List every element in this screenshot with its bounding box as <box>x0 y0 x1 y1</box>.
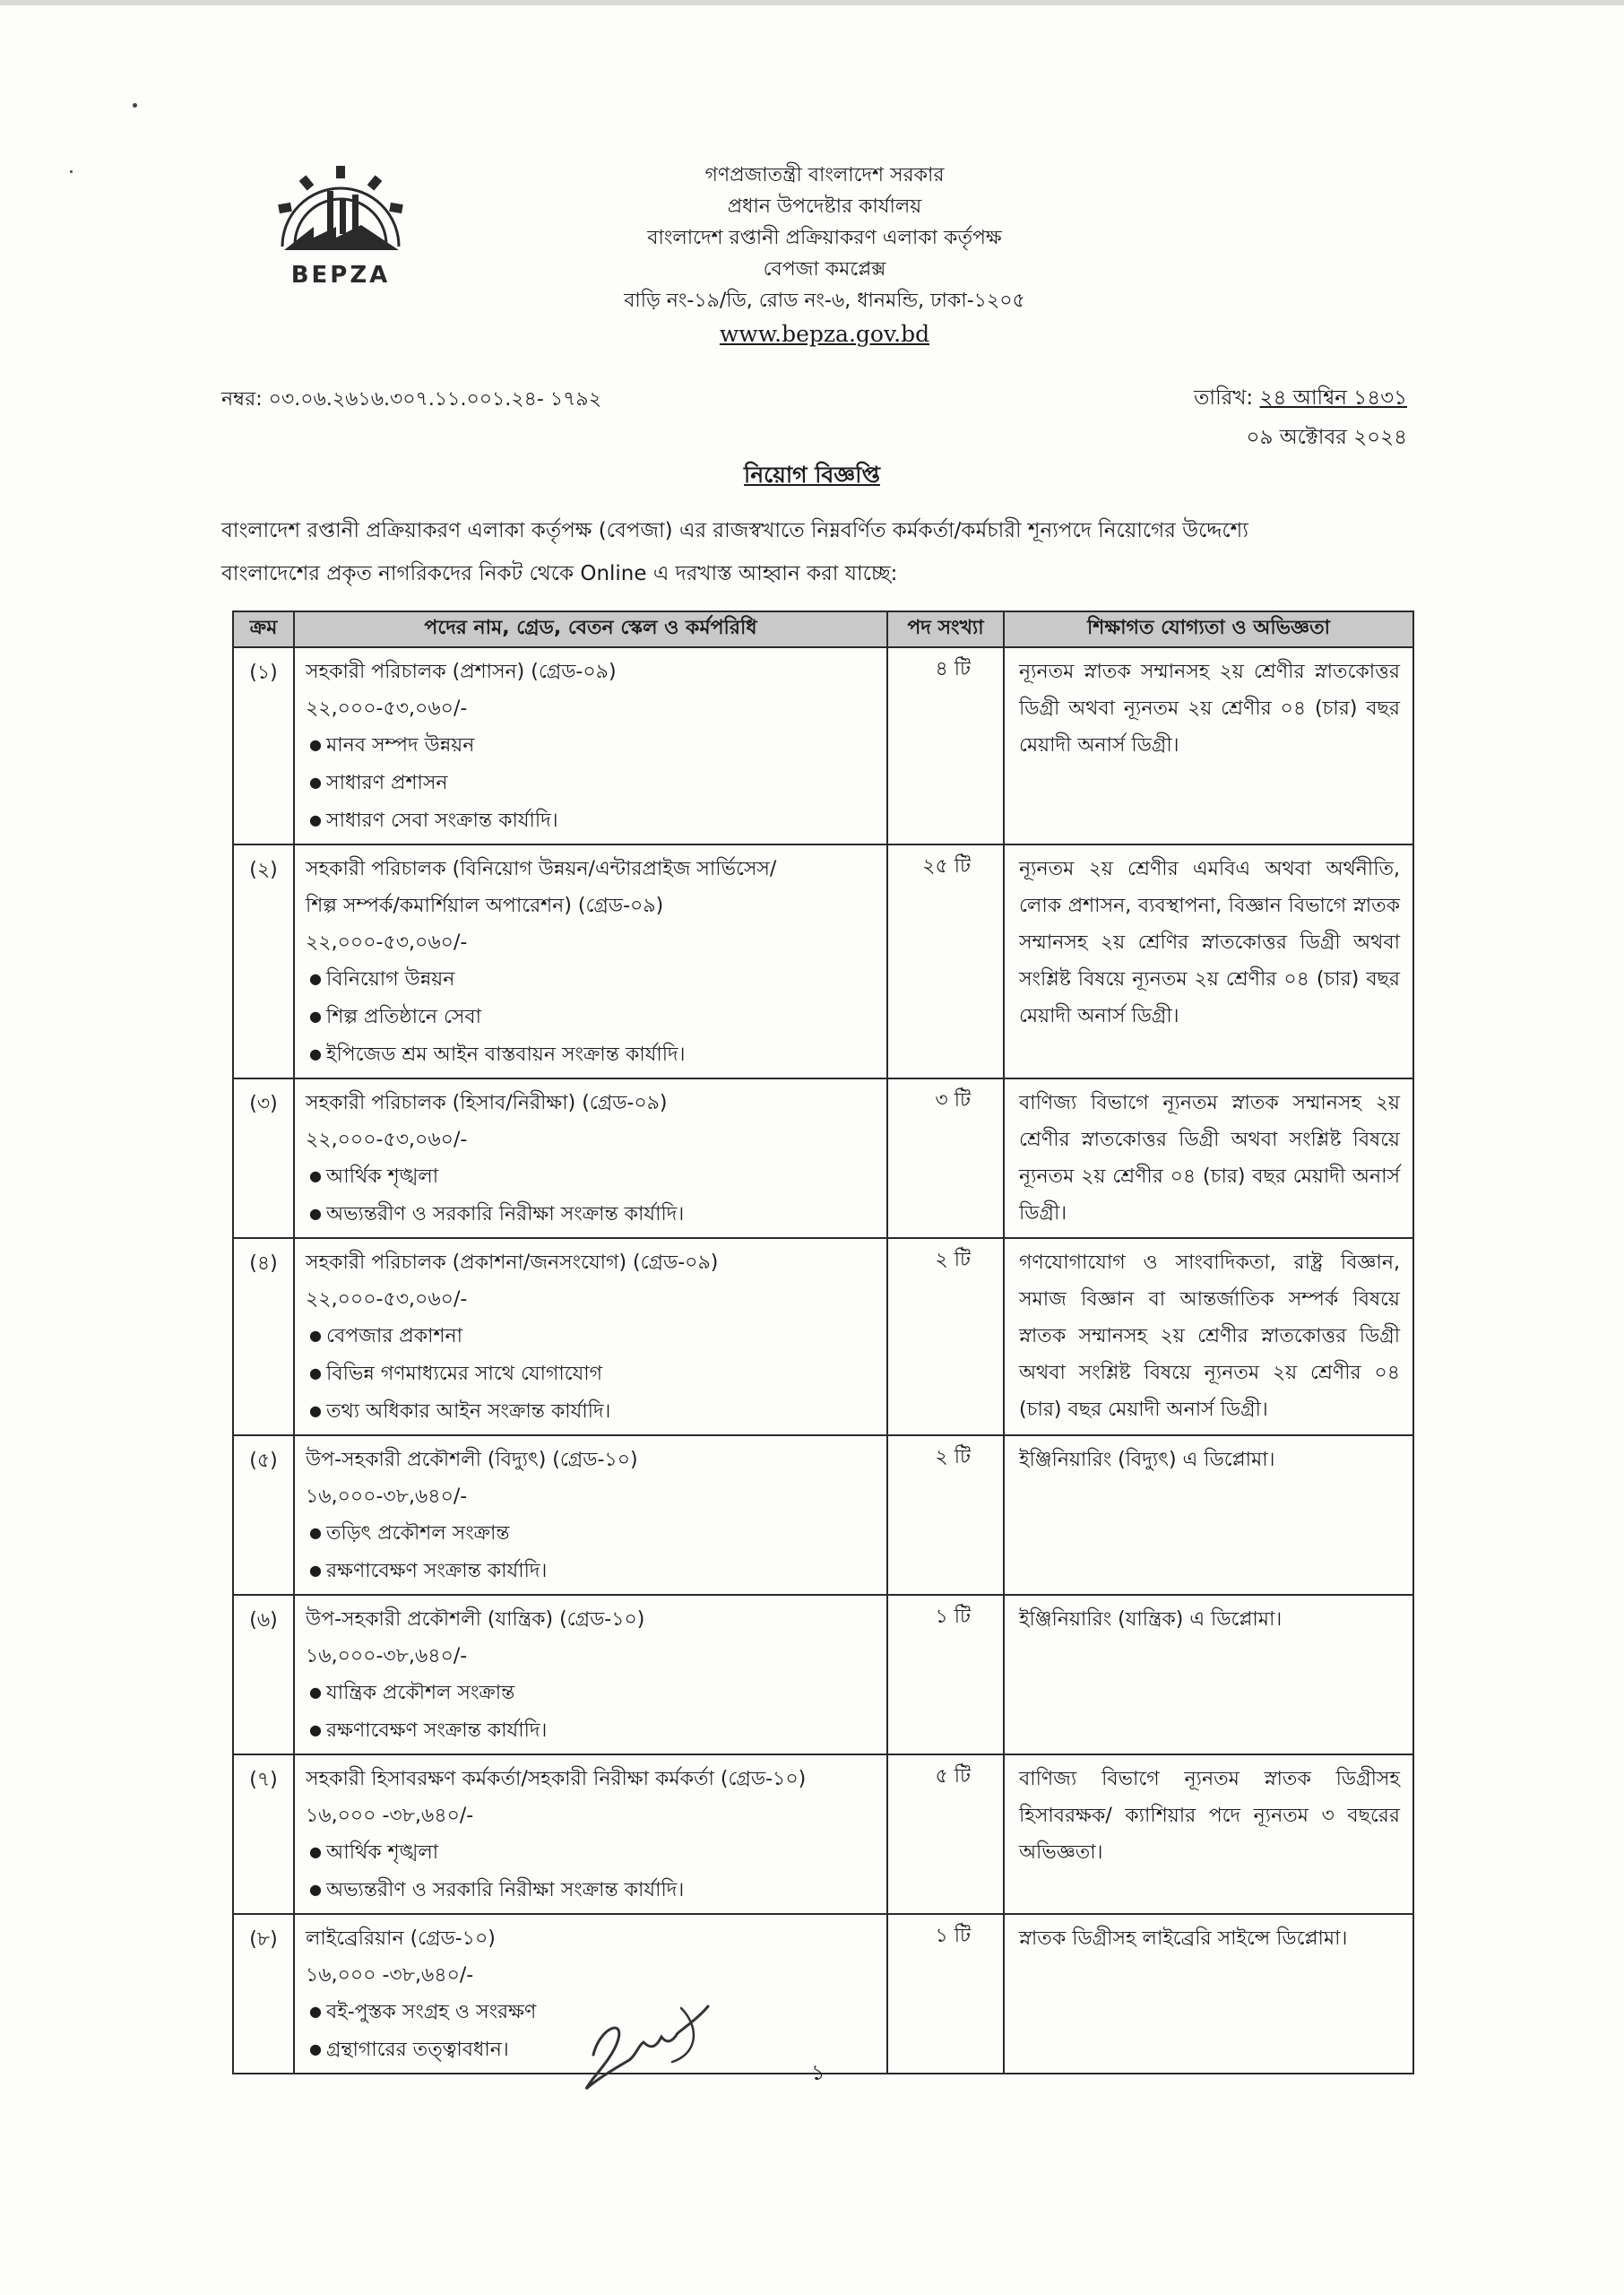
header-line: বাংলাদেশ রপ্তানী প্রক্রিয়াকরণ এলাকা কর্তৃপক্ষ <box>647 227 1002 249</box>
date-label: তারিখ: <box>1194 386 1254 410</box>
duty-item: ● রক্ষণাবেক্ষণ সংক্রান্ত কার্যাদি। <box>306 1553 877 1590</box>
scan-speck <box>133 103 137 108</box>
memo-value: ০৩.০৬.২৬১৬.৩০৭.১১.০০১.২৪- ১৭৯২ <box>268 388 601 411</box>
date-bangla: ২৪ আশ্বিন ১৪৩১ <box>1259 386 1407 410</box>
memo-number <box>221 384 601 417</box>
table-header-row <box>233 611 1413 647</box>
pay-scale: ২২,০০০-৫৩,০৬০/- <box>306 1288 468 1311</box>
header-line: গণপ্রজাতন্ত্রী বাংলাদেশ সরকার <box>704 164 945 186</box>
post-title: সহকারী পরিচালক (হিসাব/নিরীক্ষা) (গ্রেড-০৯) <box>306 1092 668 1114</box>
post-cell <box>294 1078 887 1238</box>
duty-item: ● বিভিন্ন গণমাধ্যমের সাথে যোগাযোগ <box>306 1355 877 1393</box>
pay-scale: ১৬,০০০-৩৮,৬৪০/- <box>306 1485 468 1508</box>
table-row <box>233 1914 1413 2074</box>
post-cell <box>294 647 887 844</box>
serial-cell: (২) <box>233 844 294 1078</box>
duty-item: ● গ্রন্থাগারের তত্ত্বাবধান। <box>306 2031 877 2069</box>
serial-cell: (৮) <box>233 1914 294 2074</box>
intro-line: বাংলাদেশ রপ্তানী প্রক্রিয়াকরণ এলাকা কর্তৃপক্ষ (বেপজা) এর রাজস্বখাতে নিম্নবর্ণিত কর্মকর্তা/কর্মচারী শূন্যপদে নিয়োগের উদ্দেশ্যে <box>221 519 1248 542</box>
post-cell <box>294 1754 887 1914</box>
post-title: সহকারী পরিচালক (প্রকাশনা/জনসংযোগ) (গ্রেড-০৯) <box>306 1251 719 1274</box>
post-count-cell: ৩ টি <box>887 1078 1004 1238</box>
post-cell <box>294 1595 887 1754</box>
memo-label: নম্বর: <box>221 388 263 411</box>
notice-title: নিয়োগ বিজ্ঞপ্তি <box>744 462 880 488</box>
duty-item: ● রক্ষণাবেক্ষণ সংক্রান্ত কার্যাদি। <box>306 1712 877 1750</box>
table-row <box>233 1435 1413 1595</box>
intro-paragraph <box>221 509 1413 595</box>
table-row <box>233 1595 1413 1754</box>
header-line: প্রধান উপদেষ্টার কার্যালয় <box>727 195 922 218</box>
table-row <box>233 1238 1413 1435</box>
duty-item: ● অভ্যন্তরীণ ও সরকারি নিরীক্ষা সংক্রান্ত কার্যাদি। <box>306 1872 877 1910</box>
duty-item: ● তথ্য অধিকার আইন সংক্রান্ত কার্যাদি। <box>306 1393 877 1431</box>
post-count-cell: ২৫ টি <box>887 844 1004 1078</box>
qualification-cell: গণযোগাযোগ ও সাংবাদিকতা, রাষ্ট্র বিজ্ঞান, সমাজ বিজ্ঞান বা আন্তর্জাতিক সম্পর্ক বিষয়ে স্নাতক সম্মানসহ ২য় শ্রেণীর স্নাতকোত্তর ডিগ্রী অথবা সংশ্লিষ্ট বিষয়ে ন্যূনতম ২য় শ্রেণীর ০৪ (চার) বছর মেয়াদী অনার্স ডিগ্রী। <box>1004 1238 1413 1435</box>
qualification-cell: ইঞ্জিনিয়ারিং (বিদ্যুৎ) এ ডিপ্লোমা। <box>1004 1435 1413 1595</box>
letterhead <box>502 160 1147 352</box>
duty-item: ● আর্থিক শৃঙ্খলা <box>306 1834 877 1872</box>
qualification-cell: স্নাতক ডিগ্রীসহ লাইব্রেরি সাইন্সে ডিপ্লোমা। <box>1004 1914 1413 2074</box>
duty-item: ● বেপজার প্রকাশনা <box>306 1318 877 1355</box>
duty-item: ● যান্ত্রিক প্রকৌশল সংক্রান্ত <box>306 1675 877 1712</box>
table-row <box>233 647 1413 844</box>
serial-cell: (৪) <box>233 1238 294 1435</box>
post-title: উপ-সহকারী প্রকৌশলী (যান্ত্রিক) (গ্রেড-১০) <box>306 1608 645 1631</box>
duty-item: ● শিল্প প্রতিষ্ঠানে সেবা <box>306 999 877 1036</box>
vacancy-table <box>232 611 1414 2074</box>
post-title: শিল্প সম্পর্ক/কমার্শিয়াল অপারেশন) (গ্রেড-০৯) <box>306 895 664 917</box>
duty-item: ● আর্থিক শৃঙ্খলা <box>306 1158 877 1196</box>
scan-edge <box>0 0 1624 5</box>
pay-scale: ২২,০০০-৫৩,০৬০/- <box>306 931 468 954</box>
page-number: ১ <box>811 2060 825 2085</box>
qualification-cell: বাণিজ্য বিভাগে ন্যূনতম স্নাতক সম্মানসহ ২য় শ্রেণীর স্নাতকোত্তর ডিগ্রী অথবা সংশ্লিষ্ট বিষয়ে ন্যূনতম ২য় শ্রেণীর ০৪ (চার) বছর মেয়াদী অনার্স ডিগ্রী। <box>1004 1078 1413 1238</box>
duty-item: ● সাধারণ সেবা সংক্রান্ত কার্যাদি। <box>306 802 877 840</box>
pay-scale: ১৬,০০০ -৩৮,৬৪০/- <box>306 1805 474 1827</box>
column-header: পদ সংখ্যা <box>887 611 1004 647</box>
column-header: ক্রম <box>233 611 294 647</box>
column-header: শিক্ষাগত যোগ্যতা ও অভিজ্ঞতা <box>1004 611 1413 647</box>
serial-cell: (১) <box>233 647 294 844</box>
post-cell <box>294 1435 887 1595</box>
svg-text:BEPZA: BEPZA <box>290 262 391 289</box>
post-title: লাইব্রেরিয়ান (গ্রেড-১০) <box>306 1927 496 1950</box>
pay-scale: ১৬,০০০ -৩৮,৬৪০/- <box>306 1964 474 1987</box>
header-line: বেপজা কমপ্লেক্স <box>763 258 886 281</box>
table-row <box>233 844 1413 1078</box>
duty-item: ● ইপিজেড শ্রম আইন বাস্তবায়ন সংক্রান্ত কার্যাদি। <box>306 1036 877 1074</box>
duty-item: ● তড়িৎ প্রকৌশল সংক্রান্ত <box>306 1515 877 1553</box>
serial-cell: (৫) <box>233 1435 294 1595</box>
header-line: বাড়ি নং-১৯/ডি, রোড নং-৬, ধানমন্ডি, ঢাকা-১২০৫ <box>624 290 1025 312</box>
post-count-cell: ১ টি <box>887 1914 1004 2074</box>
post-title: উপ-সহকারী প্রকৌশলী (বিদ্যুৎ) (গ্রেড-১০) <box>306 1449 638 1471</box>
scan-speck <box>70 170 73 173</box>
post-title: সহকারী পরিচালক (প্রশাসন) (গ্রেড-০৯) <box>306 661 617 683</box>
pay-scale: ২২,০০০-৫৩,০৬০/- <box>306 1129 468 1151</box>
post-cell <box>294 1238 887 1435</box>
serial-cell: (৭) <box>233 1754 294 1914</box>
bepza-logo <box>264 164 417 290</box>
duty-item: ● বই-পুস্তক সংগ্রহ ও সংরক্ষণ <box>306 1994 877 2031</box>
serial-cell: (৩) <box>233 1078 294 1238</box>
post-count-cell: ৪ টি <box>887 647 1004 844</box>
signature <box>574 1990 726 2098</box>
post-title: সহকারী পরিচালক (বিনিয়োগ উন্নয়ন/এন্টারপ্রাইজ সার্ভিসেস/ <box>306 858 777 880</box>
table-row <box>233 1078 1413 1238</box>
website-link[interactable]: www.bepza.gov.bd <box>719 321 930 347</box>
date-block <box>1138 378 1407 457</box>
post-count-cell: ২ টি <box>887 1238 1004 1435</box>
duty-item: ● মানব সম্পদ উন্নয়ন <box>306 727 877 765</box>
qualification-cell: ইঞ্জিনিয়ারিং (যান্ত্রিক) এ ডিপ্লোমা। <box>1004 1595 1413 1754</box>
column-header: পদের নাম, গ্রেড, বেতন স্কেল ও কর্মপরিধি <box>294 611 887 647</box>
table-row <box>233 1754 1413 1914</box>
intro-line: বাংলাদেশের প্রকৃত নাগরিকদের নিকট থেকে Online এ দরখাস্ত আহ্বান করা যাচ্ছে: <box>221 562 898 585</box>
post-count-cell: ৫ টি <box>887 1754 1004 1914</box>
post-count-cell: ২ টি <box>887 1435 1004 1595</box>
post-cell <box>294 844 887 1078</box>
post-count-cell: ১ টি <box>887 1595 1004 1754</box>
duty-item: ● সাধারণ প্রশাসন <box>306 765 877 802</box>
pay-scale: ২২,০০০-৫৩,০৬০/- <box>306 697 468 720</box>
qualification-cell: ন্যূনতম স্নাতক সম্মানসহ ২য় শ্রেণীর স্নাতকোত্তর ডিগ্রী অথবা ন্যূনতম ২য় শ্রেণীর ০৪ (চার) বছর মেয়াদী অনার্স ডিগ্রী। <box>1004 647 1413 844</box>
pay-scale: ১৬,০০০-৩৮,৬৪০/- <box>306 1645 468 1667</box>
qualification-cell: ন্যূনতম ২য় শ্রেণীর এমবিএ অথবা অর্থনীতি, লোক প্রশাসন, ব্যবস্থাপনা, বিজ্ঞান বিভাগে স্নাতক সম্মানসহ ২য় শ্রেণির স্নাতকোত্তর ডিগ্রী অথবা সংশ্লিষ্ট বিষয়ে ন্যূনতম ২য় শ্রেণীর ০৪ (চার) বছর মেয়াদী অনার্স ডিগ্রী। <box>1004 844 1413 1078</box>
date-english: ০৯ অক্টোবর ২০২৪ <box>1246 426 1407 449</box>
duty-item: ● অভ্যন্তরীণ ও সরকারি নিরীক্ষা সংক্রান্ত কার্যাদি। <box>306 1196 877 1234</box>
qualification-cell: বাণিজ্য বিভাগে ন্যূনতম স্নাতক ডিগ্রীসহ হিসাবরক্ষক/ ক্যাশিয়ার পদে ন্যূনতম ৩ বছরের অভিজ্ঞতা। <box>1004 1754 1413 1914</box>
post-title: সহকারী হিসাবরক্ষণ কর্মকর্তা/সহকারী নিরীক্ষা কর্মকর্তা (গ্রেড-১০) <box>306 1768 807 1790</box>
duty-item: ● বিনিয়োগ উন্নয়ন <box>306 961 877 999</box>
serial-cell: (৬) <box>233 1595 294 1754</box>
